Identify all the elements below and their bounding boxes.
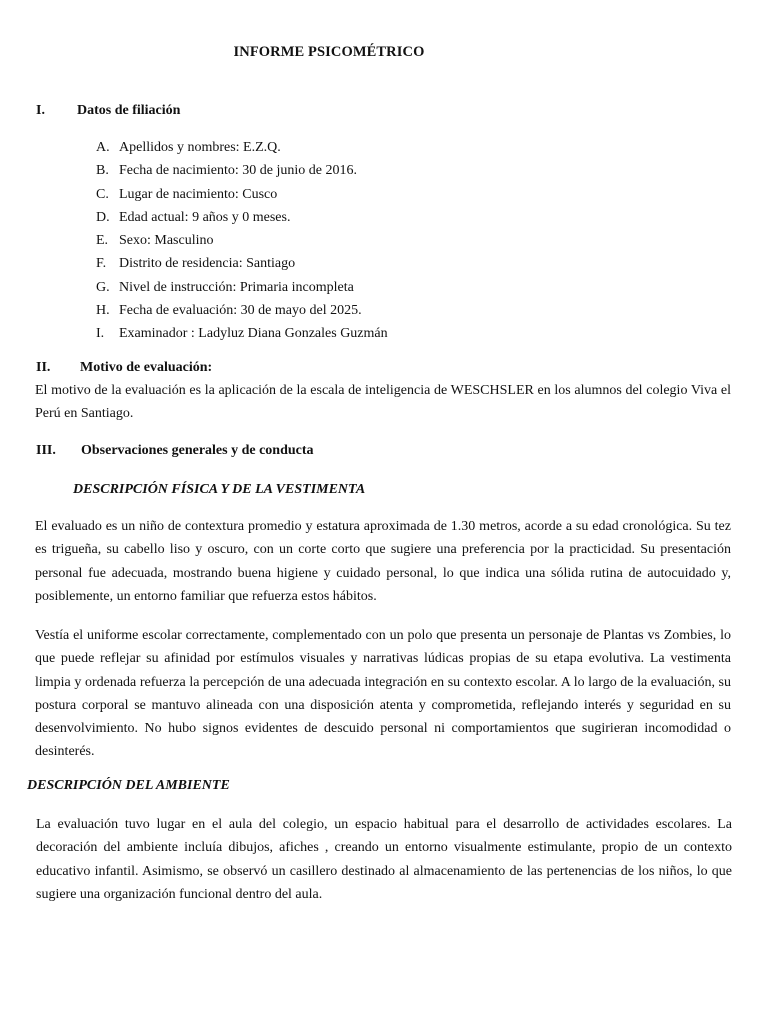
- list-letter: D.: [96, 209, 110, 225]
- list-letter: C.: [96, 186, 109, 202]
- list-item: [96, 185, 388, 208]
- motivo-paragraph: El motivo de la evaluación es la aplicación de la escala de inteligencia de WESCHSLER en los alumnos del colegio Viva el Perú en Santiago.: [35, 383, 731, 422]
- subheading-descripcion-fisica: DESCRIPCIÓN FÍSICA Y DE LA VESTIMENTA: [73, 482, 366, 497]
- section-title: Motivo de evaluación:: [80, 360, 213, 375]
- list-letter: I.: [96, 326, 105, 342]
- list-letter: A.: [96, 140, 110, 155]
- section-number: I.: [36, 103, 45, 118]
- list-item: [96, 301, 388, 324]
- section-number: II.: [36, 360, 51, 375]
- list-item: [96, 138, 388, 161]
- document-title: INFORME PSICOMÉTRICO: [233, 44, 425, 60]
- list-letter: B.: [96, 163, 109, 179]
- list-letter: F.: [96, 256, 107, 272]
- list-text: Distrito de residencia: Santiago: [119, 256, 296, 272]
- list-text: Fecha de evaluación: 30 de mayo del 2025.: [119, 303, 362, 319]
- section-heading-observaciones: [36, 443, 314, 459]
- descripcion-ambiente-paragraph: La evaluación tuvo lugar en el aula del colegio, un espacio habitual para el desarrollo de actividades escolares. La decoración del ambiente incluía dibujos, afiches , creando un entorno visualmente estimulante, propio de un contexto educativo infantil. Asimismo, se observó un casillero destinado al almacenamiento de las pertenencias de los niños, lo que sugiere una organización funcional dentro del aula.: [36, 817, 732, 902]
- list-letter: H.: [96, 303, 110, 319]
- descripcion-fisica-paragraph-1: El evaluado es un niño de contextura promedio y estatura aproximada de 1.30 metros, acorde a su edad cronológica. Su tez es trigueña, su cabello liso y oscuro, con un corte corto que sugiere una preferencia por la practicidad. Su presentación personal fue adecuada, mostrando buena higiene y cuidado personal, lo que indica una sólida rutina de autocuidado y, posiblemente, un entorno familiar que refuerza estos hábitos.: [35, 519, 731, 604]
- subheading-descripcion-ambiente: DESCRIPCIÓN DEL AMBIENTE: [27, 778, 230, 793]
- list-text: Nivel de instrucción: Primaria incompleta: [119, 279, 354, 295]
- list-text: Apellidos y nombres: E.Z.Q.: [119, 140, 281, 155]
- section-title: Observaciones generales y de conducta: [81, 443, 314, 458]
- list-item: [96, 278, 388, 301]
- list-item: [96, 161, 388, 184]
- list-item: [96, 324, 388, 347]
- list-letter: G.: [96, 279, 110, 295]
- list-text: Edad actual: 9 años y 0 meses.: [119, 209, 291, 225]
- list-letter: E.: [96, 233, 109, 249]
- descripcion-fisica-paragraph-2: Vestía el uniforme escolar correctamente, complementado con un polo que presenta un personaje de Plantas vs Zombies, lo que puede reflejar su afinidad por estímulos visuales y narrativas lúdicas propias de su etapa evolutiva. La vestimenta limpia y ordenada refuerza la percepción de una adecuada integración en su contexto escolar. A lo largo de la evaluación, su postura corporal se mantuvo alineada con una disposición atenta y comprometida, reflejando interés y seguridad en su desenvolvimiento. No hubo signos evidentes de descuido personal ni comportamientos que sugirieran incomodidad o desinterés.: [35, 628, 731, 760]
- section-heading-filiacion: [36, 103, 180, 119]
- section-heading-motivo: [36, 360, 212, 376]
- list-item: [96, 254, 388, 277]
- list-item: [96, 208, 388, 231]
- section-title: Datos de filiación: [77, 103, 181, 118]
- list-text: Lugar de nacimiento: Cusco: [119, 186, 278, 202]
- list-text: Sexo: Masculino: [119, 233, 214, 249]
- list-text: Fecha de nacimiento: 30 de junio de 2016.: [119, 163, 357, 179]
- list-text: Examinador : Ladyluz Diana Gonzales Guzmán: [119, 326, 388, 342]
- section-number: III.: [36, 443, 56, 458]
- list-item: [96, 231, 388, 254]
- filiacion-list: [96, 138, 388, 348]
